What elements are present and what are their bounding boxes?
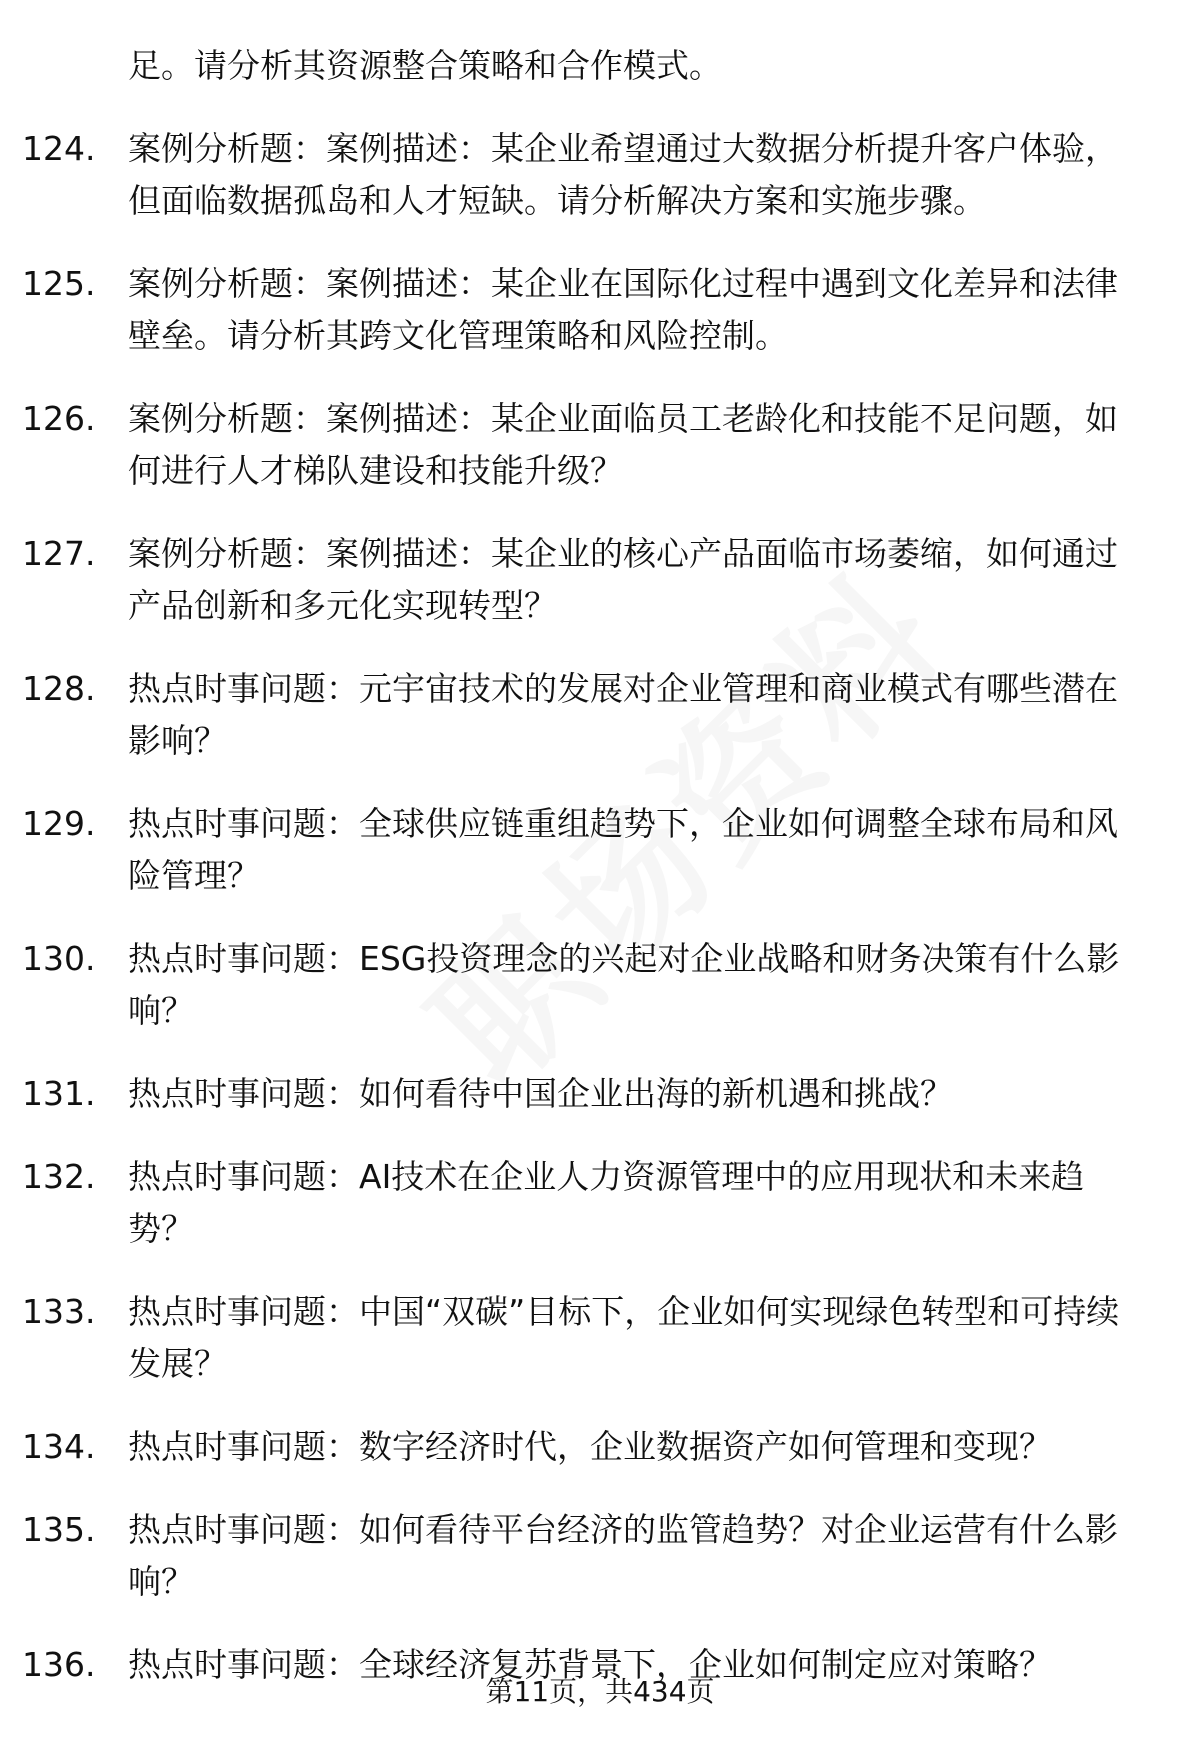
question-text: 热点时事问题：全球供应链重组趋势下，企业如何调整全球布局和风险管理？: [128, 804, 1118, 895]
question-number: 130.: [22, 939, 96, 978]
question-item: [0, 393, 1200, 497]
question-list: [0, 123, 1200, 1691]
question-item: [0, 1286, 1200, 1390]
continuation-text: 足。请分析其资源整合策略和合作模式。: [128, 46, 722, 85]
question-item: [0, 258, 1200, 362]
question-text: 热点时事问题：ESG投资理念的兴起对企业战略和财务决策有什么影响？: [128, 939, 1120, 1030]
question-text: 案例分析题：案例描述：某企业的核心产品面临市场萎缩，如何通过产品创新和多元化实现转型？: [128, 534, 1118, 625]
question-number: 131.: [22, 1074, 96, 1113]
question-text: 热点时事问题：AI技术在企业人力资源管理中的应用现状和未来趋势？: [128, 1157, 1085, 1248]
question-item: [0, 1151, 1200, 1255]
question-number: 129.: [22, 804, 96, 843]
question-number: 127.: [22, 534, 96, 573]
question-text: 热点时事问题：中国“双碳”目标下，企业如何实现绿色转型和可持续发展？: [128, 1292, 1120, 1383]
question-number: 133.: [22, 1292, 96, 1331]
question-item: [0, 1504, 1200, 1608]
question-text: 热点时事问题：数字经济时代，企业数据资产如何管理和变现？: [128, 1427, 1052, 1466]
question-number: 135.: [22, 1510, 96, 1549]
question-item: [0, 528, 1200, 632]
question-item: [0, 123, 1200, 227]
question-text: 热点时事问题：元宇宙技术的发展对企业管理和商业模式有哪些潜在影响？: [128, 669, 1118, 760]
question-item: [0, 933, 1200, 1037]
question-number: 134.: [22, 1427, 96, 1466]
question-number: 136.: [22, 1645, 96, 1684]
question-number: 124.: [22, 129, 96, 168]
question-item: [0, 663, 1200, 767]
question-text: 热点时事问题：全球经济复苏背景下，企业如何制定应对策略？: [128, 1645, 1052, 1684]
question-number: 132.: [22, 1157, 96, 1196]
question-item: [0, 798, 1200, 902]
question-number: 125.: [22, 264, 96, 303]
page-footer: 第11页，共434页: [485, 1675, 715, 1708]
question-text: 热点时事问题：如何看待中国企业出海的新机遇和挑战？: [128, 1074, 953, 1113]
question-number: 128.: [22, 669, 96, 708]
question-item: [0, 1421, 1200, 1473]
question-text: 案例分析题：案例描述：某企业面临员工老龄化和技能不足问题，如何进行人才梯队建设和技能升级？: [128, 399, 1118, 490]
question-text: 案例分析题：案例描述：某企业希望通过大数据分析提升客户体验，但面临数据孤岛和人才短缺。请分析解决方案和实施步骤。: [128, 129, 1118, 220]
question-text: 热点时事问题：如何看待平台经济的监管趋势？对企业运营有什么影响？: [128, 1510, 1118, 1601]
question-number: 126.: [22, 399, 96, 438]
question-text: 案例分析题：案例描述：某企业在国际化过程中遇到文化差异和法律壁垒。请分析其跨文化管理策略和风险控制。: [128, 264, 1118, 355]
question-item: [0, 1068, 1200, 1120]
